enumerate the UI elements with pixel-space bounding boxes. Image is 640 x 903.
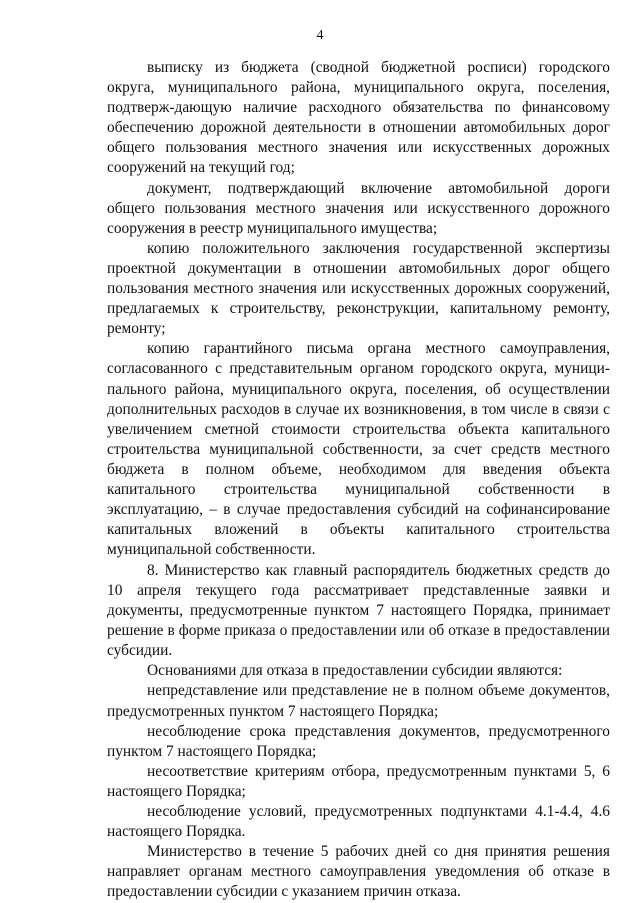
paragraph-refusal-deadline: несоблюдение срока представления документов, предусмотренного пунктом 7 настоящего Порядка; bbox=[107, 722, 610, 760]
paragraph-budget-extract: выписку из бюджета (сводной бюджетной росписи) городского округа, муниципального района, муниципального округа, поселения, подтверж-дающую наличие расходного обязательства по финансовому обеспечению дорожной деятельности в отношении автомобильных дорог общего пользования местного значения или искусственных дорожных сооружений на текущий год; bbox=[107, 59, 610, 177]
document-body bbox=[107, 58, 610, 902]
paragraph-guarantee-letter: копию гарантийного письма органа местного самоуправления, согласованного с представительным органом городского округа, муници-пального района, муниципального округа, поселения, об осуществлении дополнительных расходов в случае их возникновения, в том числе в связи с увеличением сметной стоимости строительства объекта капитального строительства муниципальной собственности, за счет средств местного бюджета в полном объеме, необходимом для введения объекта капитального строительства муниципальной собственности в эксплуатацию, – в случае предоставления субсидий на софинансирование капитальных вложений в объекты капитального строительства муниципальной собственности. bbox=[107, 340, 610, 559]
page-number: 4 bbox=[316, 28, 324, 43]
paragraph-refusal-documents: непредставление или представление не в полном объеме документов, предусмотренных пунктом 7 настоящего Порядка; bbox=[107, 682, 610, 720]
paragraph-refusal-criteria: несоответствие критериям отбора, предусмотренным пунктами 5, 6 настоящего Порядка; bbox=[107, 762, 610, 800]
paragraph-ministry-review: 8. Министерство как главный распорядитель бюджетных средств до 10 апреля текущего года рассматривает представленные заявки и документы, предусмотренные пунктом 7 настоящего Порядка, принимает решение в форме приказа о предоставлении или об отказе в предоставлении субсидии. bbox=[107, 561, 610, 660]
paragraph-refusal-notification: Министерство в течение 5 рабочих дней со дня принятия решения направляет органам местного самоуправления уведомления об отказе в предоставлении субсидии с указанием причин отказа. bbox=[107, 843, 610, 901]
paragraph-registry-document: документ, подтверждающий включение автомобильной дороги общего пользования местного значения или искусственного дорожного сооружения в реестр муниципального имущества; bbox=[107, 179, 610, 237]
paragraph-expertise-conclusion: копию положительного заключения государственной экспертизы проектной документации в отношении автомобильных дорог общего пользования местного значения или искусственных дорожных сооружений, предлагаемых к строительству, реконструкции, капитальному ремонту, ремонту; bbox=[107, 239, 610, 338]
paragraph-refusal-grounds-heading: Основаниями для отказа в предоставлении субсидии являются: bbox=[147, 662, 563, 680]
paragraph-refusal-conditions: несоблюдение условий, предусмотренных подпунктами 4.1-4.4, 4.6 настоящего Порядка. bbox=[107, 802, 610, 841]
